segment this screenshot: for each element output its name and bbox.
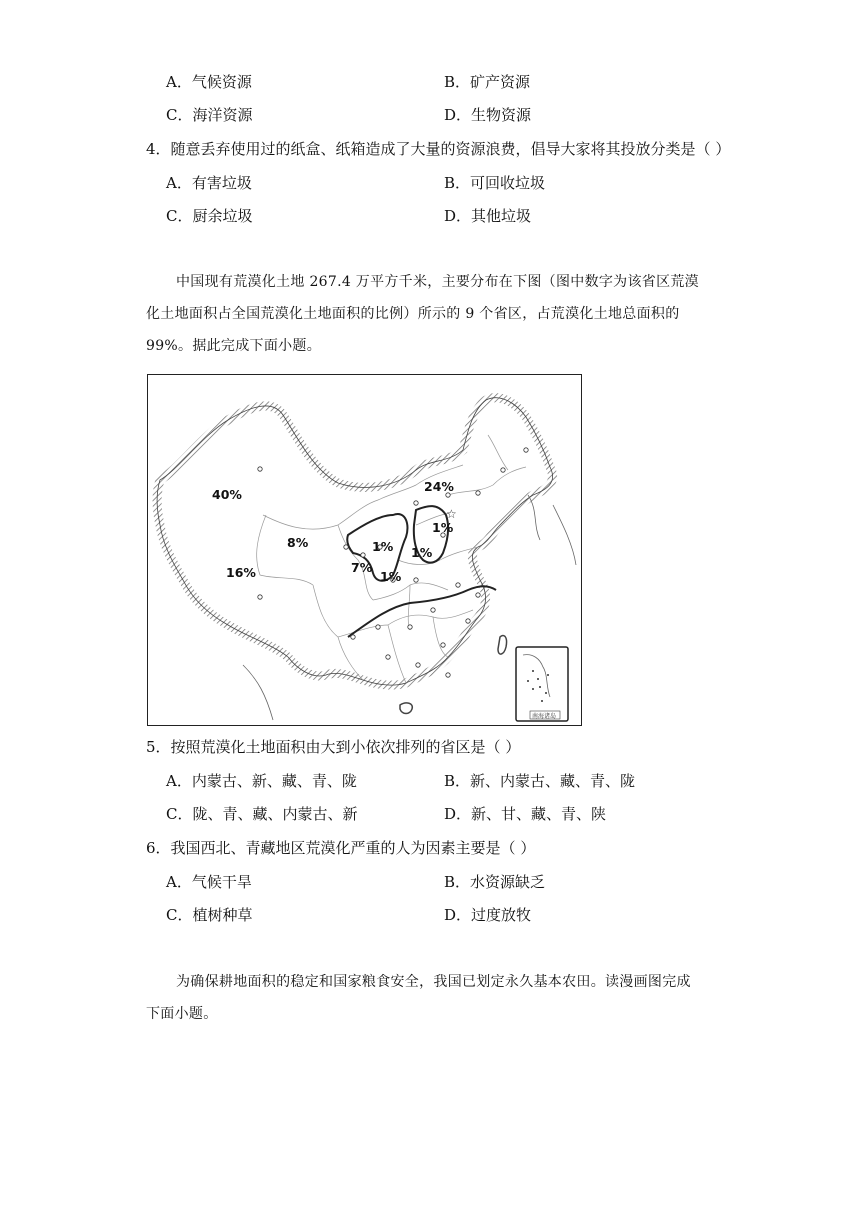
map-svg bbox=[148, 375, 581, 725]
q3-option-c: C．海洋资源 bbox=[166, 106, 253, 124]
beijing-star-icon: ☆ bbox=[446, 507, 457, 521]
q6-option-c: C．植树种草 bbox=[166, 906, 253, 924]
passage1-line2: 化土地面积占全国荒漠化土地面积的比例）所示的 9 个省区，占荒漠化土地总面积的 bbox=[146, 306, 680, 322]
q4-option-c: C．厨余垃圾 bbox=[166, 207, 253, 225]
passage-farmland bbox=[146, 966, 726, 1030]
label-xizang: 16% bbox=[226, 565, 256, 580]
q3-option-b: B．矿产资源 bbox=[444, 73, 531, 91]
province-boundaries bbox=[257, 435, 526, 683]
passage2-line1: 为确保耕地面积的稳定和国家粮食安全，我国已划定永久基本农田。读漫画图完成 bbox=[176, 974, 691, 990]
passage1-line3: 99%。据此完成下面小题。 bbox=[146, 338, 322, 354]
taiwan bbox=[498, 635, 507, 654]
passage1-line1: 中国现有荒漠化土地 267.4 万平方千米，主要分布在下图（图中数字为该省区荒漠 bbox=[176, 274, 699, 290]
q5-option-c: C．陇、青、藏、内蒙古、新 bbox=[166, 805, 358, 823]
japan-coast bbox=[553, 505, 576, 565]
inset-caption: 南海诸岛 bbox=[532, 713, 557, 720]
label-ningxia: 1% bbox=[372, 539, 394, 554]
q5-option-a: A．内蒙古、新、藏、青、陇 bbox=[166, 772, 357, 790]
southeast-asia-coast bbox=[243, 665, 273, 720]
passage2-line2: 下面小题。 bbox=[146, 1006, 218, 1022]
q6-option-a: A．气候干旱 bbox=[166, 873, 252, 891]
national-border-line bbox=[157, 398, 553, 685]
label-qinghai: 8% bbox=[287, 535, 309, 550]
label-hebei: 1% bbox=[432, 520, 454, 535]
q4-option-a: A．有害垃圾 bbox=[166, 174, 252, 192]
q5-stem: 5．按照荒漠化土地面积由大到小依次排列的省区是（ ） bbox=[146, 738, 521, 756]
q6-option-d: D．过度放牧 bbox=[444, 906, 532, 924]
label-neimenggu: 24% bbox=[424, 479, 454, 494]
label-gansu: 7% bbox=[351, 560, 373, 575]
national-border bbox=[157, 398, 553, 685]
china-desertification-map bbox=[147, 374, 582, 726]
q3-option-d: D．生物资源 bbox=[444, 106, 532, 124]
q5-option-b: B．新、内蒙古、藏、青、陇 bbox=[444, 772, 636, 790]
label-xinjiang: 40% bbox=[212, 487, 242, 502]
q4-option-d: D．其他垃圾 bbox=[444, 207, 532, 225]
hainan bbox=[400, 703, 412, 714]
q5-option-d: D．新、甘、藏、青、陕 bbox=[444, 805, 607, 823]
label-shaanxi: 1% bbox=[380, 569, 402, 584]
q4-option-b: B．可回收垃圾 bbox=[444, 174, 546, 192]
south-china-sea-inset bbox=[516, 647, 568, 721]
q4-stem: 4．随意丢弃使用过的纸盒、纸箱造成了大量的资源浪费，倡导大家将其投放分类是（ ） bbox=[146, 140, 731, 158]
passage-desertification bbox=[146, 266, 726, 362]
q6-option-b: B．水资源缺乏 bbox=[444, 873, 546, 891]
q6-stem: 6．我国西北、青藏地区荒漠化严重的人为因素主要是（ ） bbox=[146, 839, 536, 857]
q3-option-a: A．气候资源 bbox=[166, 73, 252, 91]
label-shanxi: 1% bbox=[411, 545, 433, 560]
